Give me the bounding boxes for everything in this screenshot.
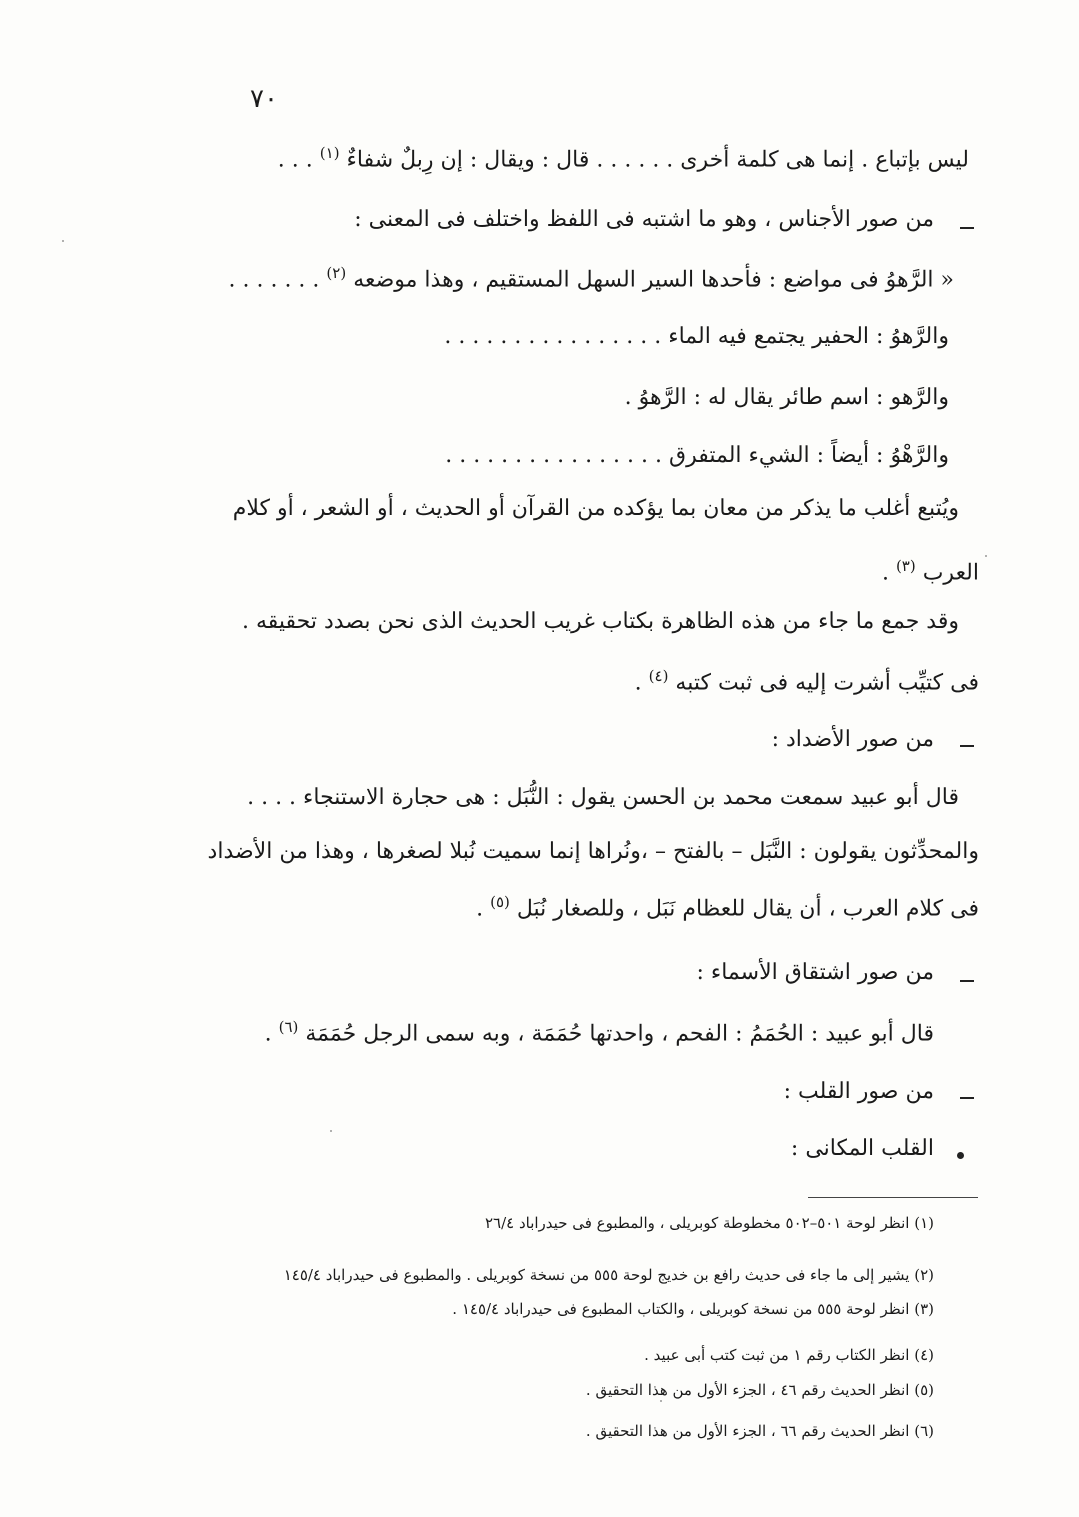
footnote-separator: [808, 1197, 978, 1198]
line-3-text: « الرَّهوُ فى مواضع : فأحدها السير السهل المستقيم ، وهذا موضعه: [353, 267, 954, 293]
footnote-2: (٢) يشير إلى ما جاء فى حديث رافع بن خديج لوحة ٥٥٥ من نسخة كوبريلى . والمطبوع فى حيدراباد ١٤٥/٤: [283, 1266, 934, 1284]
line-14-end: .: [476, 896, 484, 922]
footnote-ref-4: (٤): [648, 667, 669, 685]
section-dash: [960, 745, 974, 747]
footnote-4: (٤) انظر الكتاب رقم ١ من ثبت كتب أبى عبيد .: [644, 1346, 934, 1364]
line-5: والرَّهو : اسم طائر يقال له : الرَّهوُ .: [624, 385, 949, 410]
line-3-dots: . . . . . . .: [228, 267, 320, 293]
line-6-dots: . . . . . . . . . . . . . . . .: [445, 443, 663, 468]
line-16-text: قال أبو عبيد : الحُمَمُ : الفحم ، واحدتها حُمَمَة ، وبه سمى الرجل حُمَمَة: [305, 1021, 934, 1047]
line-15-heading-ishtiqaq: من صور اشتقاق الأسماء :: [696, 960, 934, 985]
line-8-end: .: [881, 560, 889, 586]
footnote-ref-5: (٥): [490, 893, 510, 911]
scan-speck: [985, 555, 987, 557]
line-4: [119, 322, 949, 352]
line-6-text: والرَّهْوُ : أيضاً : الشيء المتفرق: [669, 443, 949, 468]
line-8-text: العرب: [922, 560, 979, 586]
line-18-qalb-makani: القلب المكانى :: [790, 1136, 934, 1161]
scan-speck: [62, 240, 64, 242]
line-16-end: .: [264, 1021, 272, 1047]
line-14-text: فى كلام العرب ، أن يقال للعظام نَبَل ، وللصغار نُبَل: [516, 896, 979, 922]
line-9: وقد جمع ما جاء من هذه الظاهرة بكتاب غريب الحديث الذى نحن بصدد تحقيقه .: [242, 609, 959, 634]
line-12: [129, 783, 959, 813]
line-2-heading-ajnas: من صور الأجناس ، وهو ما اشتبه فى اللفظ واختلف فى المعنى :: [354, 207, 934, 232]
page-number: ٧٠: [250, 84, 278, 114]
line-13: والمحدِّثون يقولون : النَّبَل – بالفتح – ،ونُراها إنما سميت نُبلا لصغرها ، وهذا من الأضداد: [207, 839, 979, 864]
line-12-dots: . . . .: [247, 785, 297, 810]
line-7: ويُتبع أغلب ما يذكر من معان بما يؤكده من القرآن أو الحديث ، أو الشعر ، أو كلام: [232, 496, 959, 521]
line-6: [119, 441, 949, 471]
section-dash: [960, 1097, 974, 1099]
scan-speck: [330, 1130, 332, 1132]
line-14: [149, 887, 979, 924]
line-3: [124, 258, 954, 295]
section-dash: [960, 227, 974, 229]
footnote-ref-6: (٦): [278, 1018, 299, 1036]
line-11-heading-addad: من صور الأضداد :: [771, 727, 934, 752]
footnote-6: (٦) انظر الحديث رقم ٦٦ ، الجزء الأول من هذا التحقيق .: [585, 1422, 934, 1440]
bullet-mark: [957, 1152, 964, 1159]
footnote-3: (٣) انظر لوحة ٥٥٥ من نسخة كوبريلى ، والكتاب المطبوع فى حيدراباد ١٤٥/٤ .: [452, 1300, 934, 1318]
scan-speck: [660, 1400, 662, 1402]
line-12-text: قال أبو عبيد سمعت محمد بن الحسن يقول : النُّبَل : هى حجارة الاستنجاء: [303, 785, 959, 810]
line-10: [149, 661, 979, 698]
line-10-end: .: [634, 670, 642, 696]
line-16: [104, 1012, 934, 1049]
footnote-1: (١) انظر لوحة ٥٠١–٥٠٢ مخطوطة كوبريلى ، والمطبوع فى حيدراباد ٢٦/٤: [484, 1214, 934, 1232]
section-dash: [960, 980, 974, 982]
footnote-ref-1: (١): [319, 144, 340, 162]
footnote-5: (٥) انظر الحديث رقم ٤٦ ، الجزء الأول من هذا التحقيق .: [585, 1381, 934, 1399]
line-1-dots: . . .: [277, 147, 313, 173]
line-10-text: فى كتيِّب أشرت إليه فى ثبت كتبه: [675, 670, 979, 696]
line-8: [149, 551, 979, 588]
line-4-dots: . . . . . . . . . . . . . . . .: [444, 324, 662, 349]
line-17-heading-qalb: من صور القلب :: [783, 1079, 934, 1104]
footnote-ref-2: (٢): [326, 264, 347, 282]
line-4-text: والرَّهوُ : الحفير يجتمع فيه الماء: [668, 324, 949, 349]
line-1-text: ليس بإتباع . إنما هى كلمة أخرى . . . . . . قال : ويقال : إن رِبلٌ شفاءٌ: [346, 147, 969, 173]
line-1: [139, 138, 969, 175]
footnote-ref-3: (٣): [895, 557, 916, 575]
